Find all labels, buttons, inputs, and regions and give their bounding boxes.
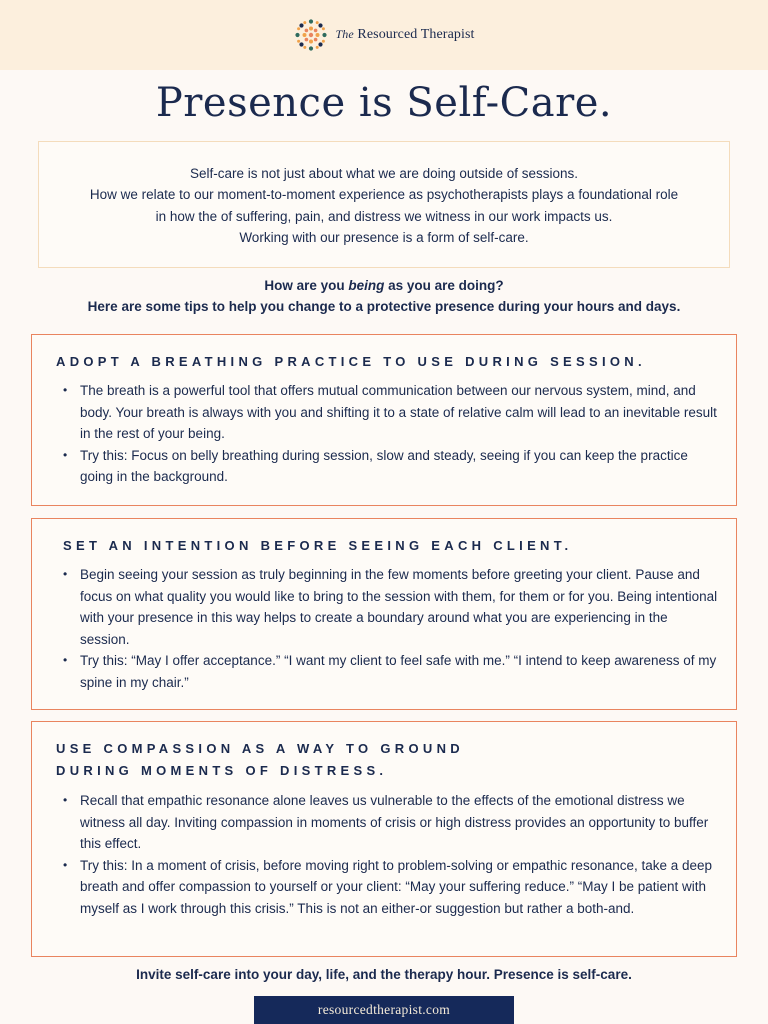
tip-heading-line: SET AN INTENTION BEFORE SEEING EACH CLIENT.: [63, 538, 573, 553]
intro-line: Working with our presence is a form of self-care.: [239, 230, 529, 245]
question-line: [0, 275, 768, 296]
tip-bullet-list: [32, 380, 736, 488]
question-text: How are you: [264, 278, 349, 293]
tip-heading-line: USE COMPASSION AS A WAY TO GROUND: [56, 741, 464, 756]
brand-title: Resourced Therapist: [357, 27, 475, 42]
tip-card-breathing: [31, 334, 737, 506]
tip-bullet: • Try this: Focus on belly breathing during session, slow and steady, seeing if you can keep the practice going in the background.: [32, 445, 736, 488]
tips-intro: Here are some tips to help you change to a protective presence during your hours and days.: [87, 299, 681, 314]
closing-statement: Invite self-care into your day, life, and the therapy hour. Presence is self-care.: [136, 967, 632, 982]
question-block: [0, 275, 768, 317]
tip-heading: [56, 738, 464, 782]
tip-bullet: • The breath is a powerful tool that offers mutual communication between our nervous system, mind, and body. Your breath is always with you and shifting it to a state of relative calm will lead to an inevitable result in the rest of your being.: [32, 380, 736, 445]
tip-bullet-list: [32, 790, 736, 919]
tip-card-intention: [31, 518, 737, 710]
tip-bullet: • Begin seeing your session as truly beginning in the few moments before greeting your client. Pause and focus on what quality you would like to bring to the session with them, for them or for you. Being intentional with your presence in this way helps to create a boundary around what you are experiencing in the session.: [32, 564, 736, 650]
page-title: Presence is Self-Care.: [155, 80, 613, 126]
intro-line: How we relate to our moment-to-moment experience as psychotherapists plays a foundational role: [89, 187, 679, 202]
website-url: resourcedtherapist.com: [317, 1002, 451, 1017]
brand-logo[interactable]: [293, 17, 474, 53]
header-banner: [0, 0, 768, 70]
intro-line: in how the of suffering, pain, and distress we witness in our work impacts us.: [155, 208, 613, 224]
tip-bullet: • Try this: “May I offer acceptance.” “I want my client to feel safe with me.” “I intend to keep awareness of my spine in my chair.”: [32, 650, 736, 693]
tip-heading: [56, 351, 646, 373]
website-link[interactable]: [254, 996, 514, 1024]
dotted-sun-icon: [293, 17, 329, 53]
tip-heading-line: ADOPT A BREATHING PRACTICE TO USE DURING SESSION.: [56, 354, 646, 369]
tip-heading-line: DURING MOMENTS OF DISTRESS.: [56, 763, 388, 778]
tip-bullet-list: [32, 564, 736, 693]
intro-box: [38, 141, 730, 268]
tip-bullet: • Try this: In a moment of crisis, before moving right to problem-solving or empathic resonance, take a deep breath and offer compassion to yourself or your client: “May your suffering reduce.” “May I be patient with myself as I work through this crisis.” This is not an either-or suggestion but rather a both-and.: [32, 855, 736, 920]
question-text-end: as you are doing?: [384, 278, 504, 293]
question-emphasis: being: [348, 278, 385, 293]
tip-bullet: • Recall that empathic resonance alone leaves us vulnerable to the effects of the emotional distress we witness all day. Inviting compassion in moments of crisis or high distress provides an opportunity to buffer this effect.: [32, 790, 736, 855]
tip-card-compassion: [31, 721, 737, 957]
brand-prefix: The: [335, 27, 354, 41]
brand-name: [335, 27, 474, 43]
intro-line: Self-care is not just about what we are doing outside of sessions.: [190, 165, 578, 181]
tip-heading: [63, 535, 572, 557]
